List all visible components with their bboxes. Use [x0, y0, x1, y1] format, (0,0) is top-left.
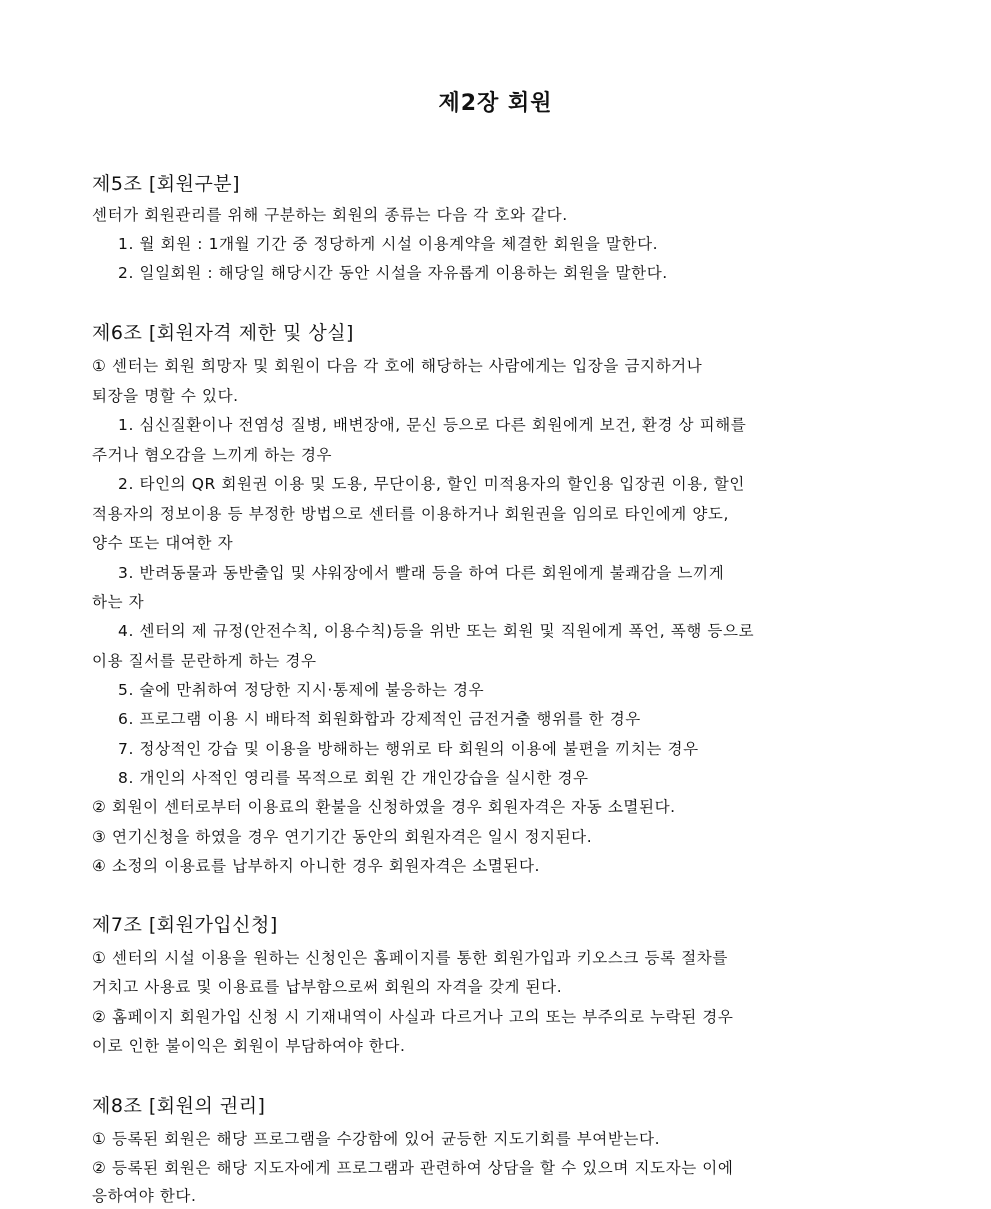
article-7-line: ② 홈페이지 회원가입 신청 시 기재내역이 사실과 다르거나 고의 또는 부주의로 누락된 경우: [92, 1008, 734, 1026]
article-6-line: 하는 자: [92, 593, 145, 611]
article-6-line: 2. 타인의 QR 회원권 이용 및 도용, 무단이용, 할인 미적용자의 할인용 입장권 이용, 할인: [118, 475, 745, 493]
article-7-line: ① 센터의 시설 이용을 원하는 신청인은 홈페이지를 통한 회원가입과 키오스크 등록 절차를: [92, 949, 728, 967]
article-6-line: 1. 심신질환이나 전염성 질병, 배변장애, 문신 등으로 다른 회원에게 보건, 환경 상 피해를: [118, 416, 747, 434]
article-6-line: 퇴장을 명할 수 있다.: [92, 387, 239, 405]
article-6-line: 양수 또는 대여한 자: [92, 534, 234, 552]
chapter-title: 제2장 회원: [438, 91, 553, 116]
article-8-heading: 제8조 [회원의 권리]: [92, 1095, 266, 1117]
article-6-line: 이용 질서를 문란하게 하는 경우: [92, 652, 317, 670]
article-6-heading: 제6조 [회원자격 제한 및 상실]: [92, 322, 354, 344]
article-8-line: ② 등록된 회원은 해당 지도자에게 프로그램과 관련하여 상담을 할 수 있으며 지도자는 이에: [92, 1159, 734, 1177]
article-7-line: 이로 인한 불이익은 회원이 부담하여야 한다.: [92, 1037, 406, 1055]
article-6-line: ② 회원이 센터로부터 이용료의 환불을 신청하였을 경우 회원자격은 자동 소멸된다.: [92, 798, 676, 816]
article-6-line: 적용자의 정보이용 등 부정한 방법으로 센터를 이용하거나 회원권을 임의로 타인에게 양도,: [92, 505, 729, 523]
article-6-line: 4. 센터의 제 규정(안전수칙, 이용수칙)등을 위반 또는 회원 및 직원에게 폭언, 폭행 등으로: [118, 622, 755, 640]
article-5-heading: 제5조 [회원구분]: [92, 173, 241, 195]
article-6-line: 5. 술에 만취하여 정당한 지시·통제에 불응하는 경우: [118, 681, 485, 699]
article-8-line: ① 등록된 회원은 해당 프로그램을 수강함에 있어 균등한 지도기회를 부여받는다.: [92, 1130, 661, 1148]
article-6-line: ③ 연기신청을 하였을 경우 연기기간 동안의 회원자격은 일시 정지된다.: [92, 828, 593, 846]
article-6-line: 3. 반려동물과 동반출입 및 샤워장에서 빨래 등을 하여 다른 회원에게 불쾌감을 느끼게: [118, 564, 725, 582]
article-6-line: 6. 프로그램 이용 시 배타적 회원화합과 강제적인 금전거출 행위를 한 경우: [118, 710, 641, 728]
article-7-heading: 제7조 [회원가입신청]: [92, 914, 278, 936]
article-6-line: 7. 정상적인 강습 및 이용을 방해하는 행위로 타 회원의 이용에 불편을 끼치는 경우: [118, 740, 699, 758]
article-6-line: ① 센터는 회원 희망자 및 회원이 다음 각 호에 해당하는 사람에게는 입장을 금지하거나: [92, 357, 703, 375]
article-5-line: 2. 일일회원 : 해당일 해당시간 동안 시설을 자유롭게 이용하는 회원을 말한다.: [118, 264, 668, 282]
article-6-line: 주거나 혐오감을 느끼게 하는 경우: [92, 446, 333, 464]
article-5-line: 센터가 회원관리를 위해 구분하는 회원의 종류는 다음 각 호와 같다.: [92, 206, 568, 224]
article-7-line: 거치고 사용료 및 이용료를 납부함으로써 회원의 자격을 갖게 된다.: [92, 978, 563, 996]
article-5-line: 1. 월 회원 : 1개월 기간 중 정당하게 시설 이용계약을 체결한 회원을 말한다.: [118, 235, 659, 253]
article-6-line: 8. 개인의 사적인 영리를 목적으로 회원 간 개인강습을 실시한 경우: [118, 769, 589, 787]
article-6-line: ④ 소정의 이용료를 납부하지 아니한 경우 회원자격은 소멸된다.: [92, 857, 541, 875]
article-8-line: 응하여야 한다.: [92, 1187, 197, 1205]
